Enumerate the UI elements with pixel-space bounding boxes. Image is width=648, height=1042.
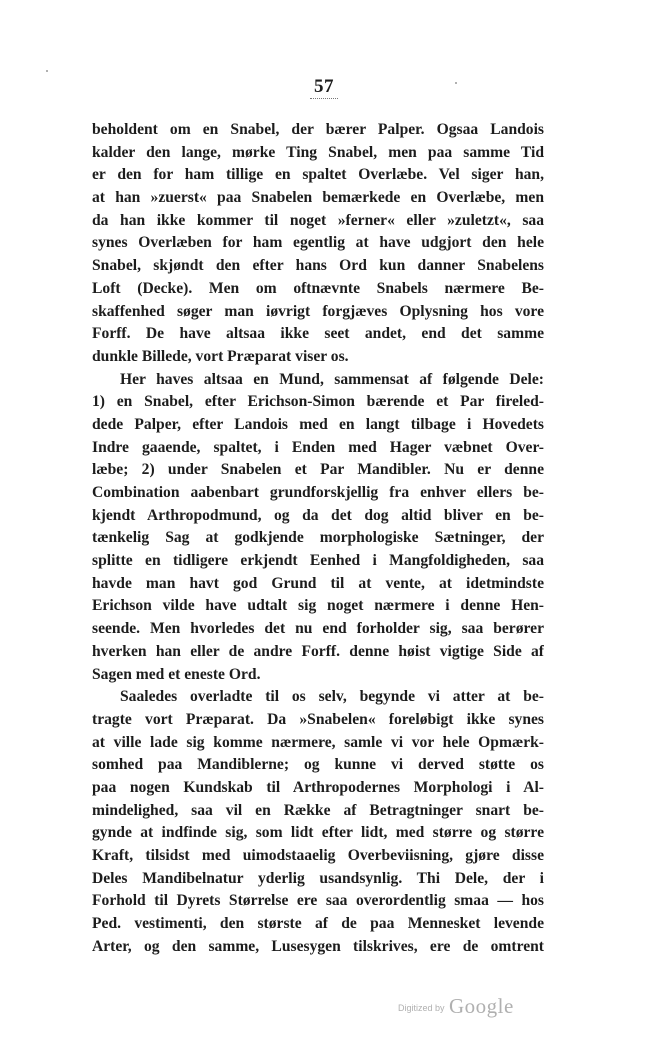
text-line: tænkelig Sag at godkjende morphologiske Sætninger, der	[92, 529, 544, 547]
text-line: Erichson vilde have udtalt sig noget nærmere i denne Hen-	[92, 597, 544, 615]
text-line: splitte en tidligere erkjendt Eenhed i Mangfoldigheden, saa	[92, 552, 544, 570]
text-line: Snabel, skjøndt den efter hans Ord kun danner Snabelens	[92, 257, 544, 275]
text-line: læbe; 2) under Snabelen et Par Mandibler. Nu er denne	[92, 461, 544, 479]
text-line: Forhold til Dyrets Størrelse ere saa overordentlig smaa — hos	[92, 892, 544, 910]
text-line: synes Overlæben for ham egentlig at have udgjort den hele	[92, 234, 544, 252]
text-line: at han »zuerst« paa Snabelen bemærkede en Overlæbe, men	[92, 189, 544, 207]
text-line: Loft (Decke). Men om oftnævnte Snabels nærmere Be-	[92, 279, 544, 297]
text-line: da han ikke kommer til noget »ferner« eller »zuletzt«, saa	[92, 211, 544, 229]
text-line: beholdent om en Snabel, der bærer Palper. Ogsaa Landois	[92, 121, 544, 138]
text-line: at ville lade sig komme nærmere, samle vi vor hele Opmærk-	[92, 733, 544, 751]
google-logo: Google	[448, 994, 514, 1018]
page-number-text: 57	[310, 76, 338, 99]
text-line: dunkle Billede, vort Præparat viser os.	[92, 347, 349, 365]
page-number	[0, 76, 648, 98]
text-line: Arter, og den samme, Lusesygen tilskrives, ere de omtrent	[92, 937, 544, 955]
text-line: Sagen med et eneste Ord.	[92, 665, 261, 683]
text-line: Combination aabenbart grundforskjellig fra enhver ellers be-	[92, 484, 544, 501]
watermark-prefix: Digitized by	[398, 1003, 445, 1013]
text-line: kjendt Arthropodmund, og da det dog altid bliver en be-	[92, 506, 544, 524]
text-line: skaffenhed søger man iøvrigt forgjæves Oplysning hos vore	[92, 302, 544, 320]
text-line: mindelighed, saa vil en Række af Betragtninger snart be-	[92, 801, 544, 819]
text-line: 1) en Snabel, efter Erichson-Simon bærende et Par fireled-	[92, 393, 544, 411]
paper-speck	[46, 70, 48, 72]
body-text	[92, 119, 544, 958]
text-line: Saaledes overladte til os selv, begynde vi atter at be-	[120, 688, 544, 706]
text-line: Deles Mandibelnatur yderlig usandsynlig. Thi Dele, der i	[92, 869, 544, 887]
text-line: tragte vort Præparat. Da »Snabelen« foreløbigt ikke synes	[92, 710, 544, 728]
text-line: hverken han eller de andre Forff. denne høist vigtige Side af	[92, 642, 544, 660]
text-line: somhed paa Mandiblerne; og kunne vi derved støtte os	[92, 756, 544, 774]
paper-speck	[455, 82, 457, 84]
text-line: dede Palper, efter Landois med en langt tilbage i Hovedets	[92, 415, 544, 433]
text-line: havde man havt god Grund til at vente, at idetmindste	[92, 574, 544, 592]
text-line: gynde at indfinde sig, som lidt efter lidt, med større og større	[92, 824, 544, 842]
text-line: seende. Men hvorledes det nu end forholder sig, saa berører	[92, 620, 544, 638]
text-line: Forff. De have altsaa ikke seet andet, end det samme	[92, 325, 544, 343]
text-line: Her haves altsaa en Mund, sammensat af følgende Dele:	[120, 370, 544, 388]
text-line: paa nogen Kundskab til Arthropodernes Morphologi i Al-	[92, 778, 544, 796]
text-line: Ped. vestimenti, den største af de paa Mennesket levende	[92, 915, 544, 933]
digitized-watermark	[398, 994, 514, 1019]
text-line: er den for ham tillige en spaltet Overlæbe. Vel siger han,	[92, 166, 544, 184]
text-line: kalder den lange, mørke Ting Snabel, men paa samme Tid	[92, 143, 544, 161]
text-line: Indre gaaende, spaltet, i Enden med Hager væbnet Over-	[92, 438, 544, 456]
text-line: Kraft, tilsidst med uimodstaaelig Overbeviisning, gjøre disse	[92, 847, 544, 864]
